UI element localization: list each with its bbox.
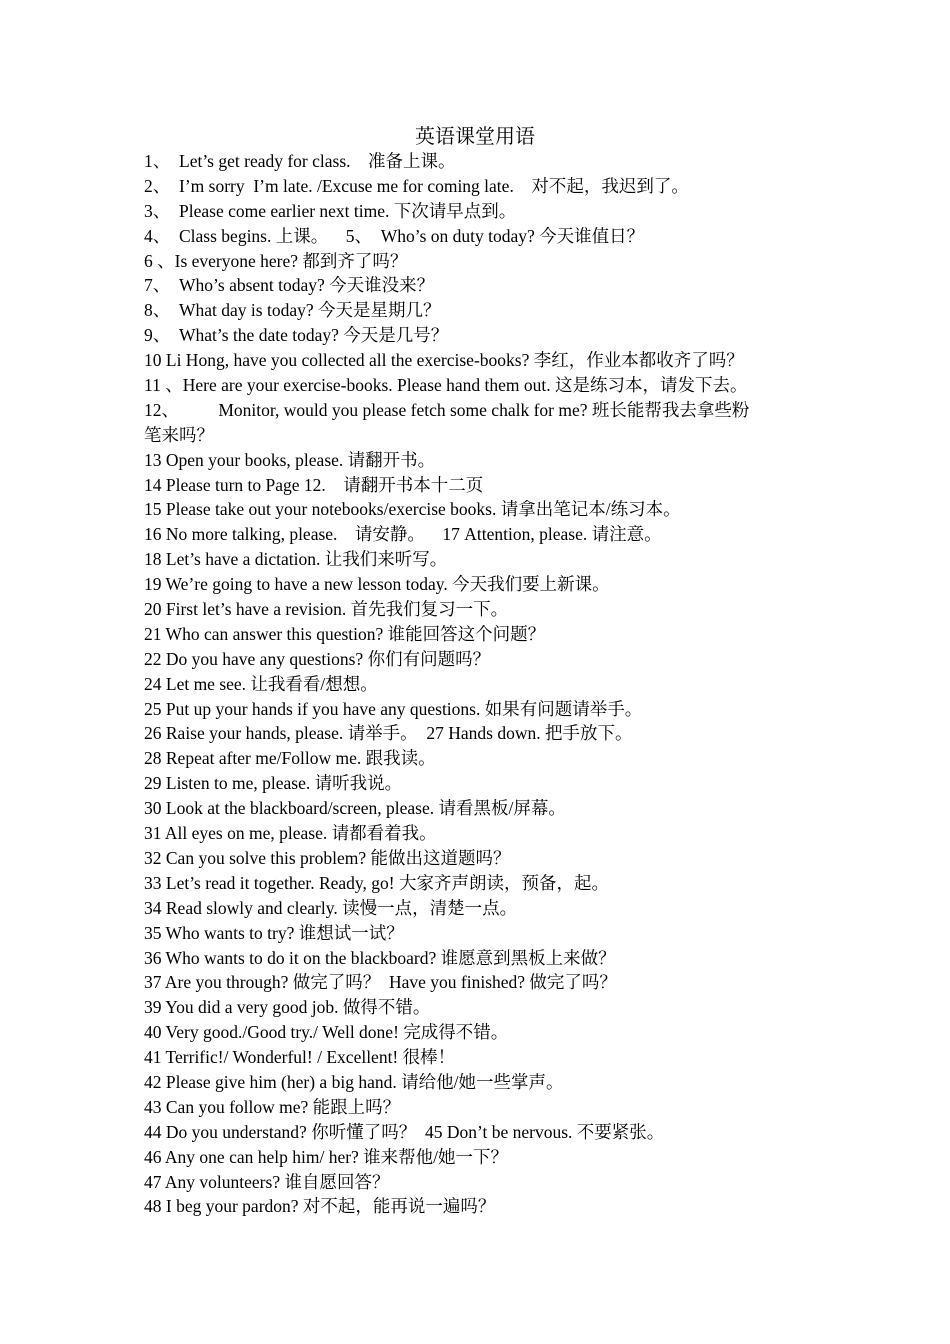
- phrase-line: 46 Any one can help him/ her? 谁来帮他/她一下？: [144, 1146, 509, 1167]
- phrase-line: 37 Are you through? 做完了吗？ Have you finished? 做完了吗？: [144, 972, 617, 993]
- phrase-line: 26 Raise your hands, please. 请举手。 27 Hands down. 把手放下。: [144, 723, 633, 744]
- phrase-line: 47 Any volunteers? 谁自愿回答？: [144, 1171, 390, 1192]
- phrase-line: 10 Li Hong, have you collected all the exercise-books? 李红，作业本都收齐了吗？: [144, 350, 744, 371]
- phrase-line: 7、 Who’s absent today? 今天谁没来？: [144, 275, 435, 296]
- phrase-line: 8、 What day is today? 今天是星期几？: [144, 300, 441, 321]
- phrase-line: 43 Can you follow me? 能跟上吗？: [144, 1096, 401, 1117]
- phrase-line: 18 Let’s have a dictation. 让我们来听写。: [144, 549, 448, 570]
- phrase-line: 15 Please take out your notebooks/exercise books. 请拿出笔记本/练习本。: [144, 499, 681, 520]
- phrase-line: 29 Listen to me, please. 请听我说。: [144, 773, 403, 794]
- phrase-line: 9、 What’s the date today? 今天是几号？: [144, 325, 449, 346]
- document-title: 英语课堂用语: [415, 126, 535, 148]
- phrase-line: 12、 Monitor, would you please fetch some chalk for me? 班长能帮我去拿些粉: [144, 399, 750, 420]
- phrase-line: 34 Read slowly and clearly. 读慢一点，清楚一点。: [144, 897, 518, 918]
- phrase-line: 21 Who can answer this question? 谁能回答这个问题？: [144, 623, 546, 644]
- phrase-line: 31 All eyes on me, please. 请都看着我。: [144, 823, 437, 844]
- phrase-line: 35 Who wants to try? 谁想试一试？: [144, 922, 404, 943]
- phrase-line: 42 Please give him (her) a big hand. 请给他/她一些掌声。: [144, 1071, 564, 1092]
- phrase-line: 2、 I’m sorry I’m late. /Excuse me for coming late. 对不起，我迟到了。: [144, 175, 689, 196]
- phrase-line: 30 Look at the blackboard/screen, please. 请看黑板/屏幕。: [144, 798, 566, 819]
- phrase-line: 48 I beg your pardon? 对不起，能再说一遍吗？: [144, 1196, 496, 1217]
- phrase-line: 19 We’re going to have a new lesson today. 今天我们要上新课。: [144, 574, 610, 595]
- phrase-line: 41 Terrific!/ Wonderful! / Excellent! 很棒！: [144, 1047, 456, 1068]
- phrase-line: 33 Let’s read it together. Ready, go! 大家齐声朗读，预备，起。: [144, 872, 609, 893]
- phrase-line: 20 First let’s have a revision. 首先我们复习一下。: [144, 599, 509, 620]
- phrase-line: 4、 Class begins. 上课。 5、 Who’s on duty today? 今天谁值日？: [144, 225, 645, 246]
- phrase-line: 24 Let me see. 让我看看/想想。: [144, 673, 378, 694]
- phrase-line: 1、 Let’s get ready for class. 准备上课。: [144, 151, 456, 171]
- phrase-line: 13 Open your books, please. 请翻开书。: [144, 449, 436, 470]
- phrase-line: 25 Put up your hands if you have any questions. 如果有问题请举手。: [144, 698, 643, 719]
- phrase-line: 22 Do you have any questions? 你们有问题吗？: [144, 648, 491, 669]
- phrase-line: 40 Very good./Good try./ Well done! 完成得不错。: [144, 1022, 509, 1043]
- phrase-line: 28 Repeat after me/Follow me. 跟我读。: [144, 748, 436, 769]
- phrase-line: 14 Please turn to Page 12. 请翻开书本十二页: [144, 474, 484, 495]
- phrase-line: 16 No more talking, please. 请安静。 17 Attention, please. 请注意。: [144, 524, 662, 545]
- phrase-line: 36 Who wants to do it on the blackboard? 谁愿意到黑板上来做？: [144, 947, 616, 968]
- phrase-line: 笔来吗？: [144, 424, 214, 445]
- phrase-line: 32 Can you solve this problem? 能做出这道题吗？: [144, 847, 511, 868]
- phrase-line: 3、 Please come earlier next time. 下次请早点到。: [144, 200, 517, 221]
- phrase-line: 39 You did a very good job. 做得不错。: [144, 997, 431, 1018]
- phrase-list: [144, 149, 824, 1219]
- phrase-line: 44 Do you understand? 你听懂了吗？ 45 Don’t be nervous. 不要紧张。: [144, 1121, 665, 1142]
- phrase-line: 11 、Here are your exercise-books. Please hand them out. 这是练习本，请发下去。: [144, 375, 748, 396]
- phrase-line: 6 、Is everyone here? 都到齐了吗？: [144, 250, 408, 271]
